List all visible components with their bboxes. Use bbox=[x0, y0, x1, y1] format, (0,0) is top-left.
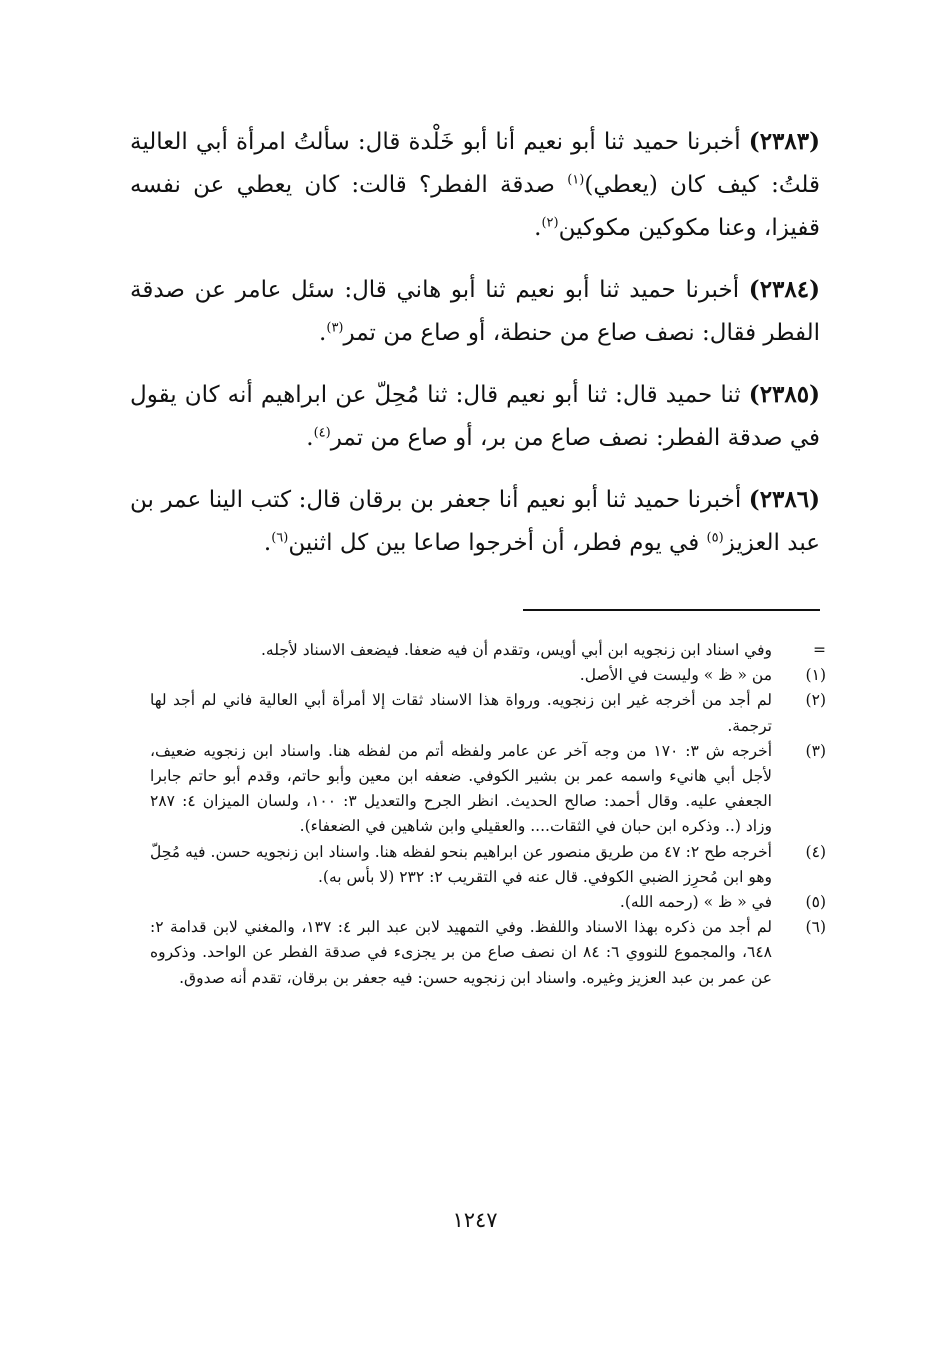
hadith-text: . bbox=[263, 530, 272, 556]
hadith-text: صدقة الفطر؟ قالت: كان يعطي عن نفسه قفيزا، وعنا مكوكين مكوكين bbox=[130, 172, 820, 241]
footnote-mark: (٤) bbox=[805, 842, 826, 861]
hadith-text: في يوم فطر، أن أخرجوا صاعا بين كل اثنين bbox=[288, 530, 707, 556]
footnote-text: أخرجه ش ٣: ١٧٠ من وجه آخر عن عامر ولفظه أتم من لفظه هنا. واسناد ابن زنجويه ضعيف، لأجل أبي هانيء واسمه عمر بن بشير الكوفي. ضعفه ابن معين وأبو حاتم، وقدم أبو حاتم جابرا الجعفي عليه. وقال أحمد: صالح الحديث. انظر الجرح والتعديل ٣: ١٠٠، ولسان الميزان ٤: ٢٨٧ وزاد (.. وذكره ابن حبان في الثقات.... والعقيلي وابن شاهين في الضعفاء). bbox=[150, 741, 772, 836]
footnote-mark: (٣) bbox=[805, 741, 826, 760]
footnote-ref: (٣) bbox=[326, 320, 344, 336]
footnote-mark: (٢) bbox=[805, 691, 826, 710]
footnote-text: من « ظ » وليست في الأصل. bbox=[579, 666, 772, 685]
hadith-number: (٢٣٨٤) bbox=[748, 276, 820, 303]
footnote-mark: (٥) bbox=[805, 893, 826, 912]
hadith-text: ثنا حميد قال: ثنا أبو نعيم قال: ثنا مُحِلّ عن ابراهيم أنه كان يقول في صدقة الفطر: نصف صاع من بر، أو صاع من تمر bbox=[130, 382, 820, 451]
hadith-2383 bbox=[130, 120, 820, 250]
footnote-item bbox=[150, 739, 830, 840]
hadith-text: . bbox=[306, 425, 314, 451]
footnote-text: أخرجه طح ٢: ٤٧ من طريق منصور عن ابراهيم بنحو لفظه هنا. واسناد ابن زنجويه حسن. فيه مُحِلّ وهو ابن مُحرِز الضبي الكوفي. قال عنه في التقريب ٢: ٢٣٢ (لا بأس به). bbox=[150, 842, 772, 886]
footnote-item bbox=[150, 688, 830, 738]
hadith-text: أخبرنا حميد ثنا أبو نعيم ثنا أبو هاني قال: سئل عامر عن صدقة الفطر فقال: نصف صاع من حنطة، أو صاع من تمر bbox=[130, 277, 820, 346]
hadith-number: (٢٣٨٦) bbox=[748, 486, 820, 513]
footnote-text: في « ظ » (رحمه الله). bbox=[619, 893, 772, 912]
hadith-text: . bbox=[534, 215, 542, 241]
hadith-text: . bbox=[319, 320, 327, 346]
footnote-item bbox=[150, 663, 830, 688]
hadith-text: أخبرنا حميد ثنا أبو نعيم أنا جعفر بن برقان قال: كتب الينا عمر بن عبد العزيز bbox=[130, 487, 820, 556]
footnote-item bbox=[150, 915, 830, 991]
footnotes bbox=[150, 638, 830, 991]
footnote-mark: (١) bbox=[805, 666, 826, 685]
footnote-item bbox=[150, 638, 830, 663]
footnote-text: وفي اسناد ابن زنجويه ابن أبي أويس، وتقدم أن فيه ضعفا. فيضعف الاسناد لأجله. bbox=[260, 641, 772, 659]
footnote-ref: (١) bbox=[567, 172, 585, 188]
footnote-ref: (٢) bbox=[541, 215, 559, 231]
page-number: ١٢٤٧ bbox=[452, 1208, 498, 1232]
footnote-item bbox=[150, 840, 830, 890]
hadith-2386 bbox=[130, 478, 820, 565]
footnote-text: لم أجد من أخرجه غير ابن زنجويه. ورواة هذا الاسناد ثقات إلا أمرأة أبي العالية فاني لم أجد لها ترجمة. bbox=[150, 691, 772, 735]
footnote-mark: (٦) bbox=[805, 918, 826, 937]
hadith-2385 bbox=[130, 373, 820, 460]
hadith-text: أخبرنا حميد ثنا أبو نعيم أنا أبو خَلْدة قال: سألتُ امرأة أبي العالية قلتُ: كيف كان (يعطي) bbox=[130, 129, 821, 198]
footnote-separator bbox=[523, 609, 820, 611]
main-text bbox=[130, 120, 820, 583]
footnote-ref: (٤) bbox=[313, 425, 331, 441]
footnote-mark: = bbox=[813, 641, 826, 659]
footnote-ref: (٥) bbox=[706, 530, 724, 546]
hadith-2384 bbox=[130, 268, 820, 355]
hadith-number: (٢٣٨٣) bbox=[748, 128, 820, 155]
footnote-ref: (٦) bbox=[271, 530, 289, 546]
hadith-number: (٢٣٨٥) bbox=[748, 381, 820, 408]
footnote-text: لم أجد من ذكره بهذا الاسناد واللفظ. وفي التمهيد لابن عبد البر ٤: ١٣٧، والمغني لابن قدامة ٢: ٦٤٨، والمجموع للنووي ٦: ٨٤ ان نصف صاع من بر يجزىء في صدقة الفطر عن الواحد. وذكروه عن عمر بن عبد العزيز وغيره. واسناد ابن زنجويه حسن: فيه جعفر بن برقان، تقدم أنه صدوق. bbox=[150, 918, 773, 987]
footnote-item bbox=[150, 890, 830, 915]
